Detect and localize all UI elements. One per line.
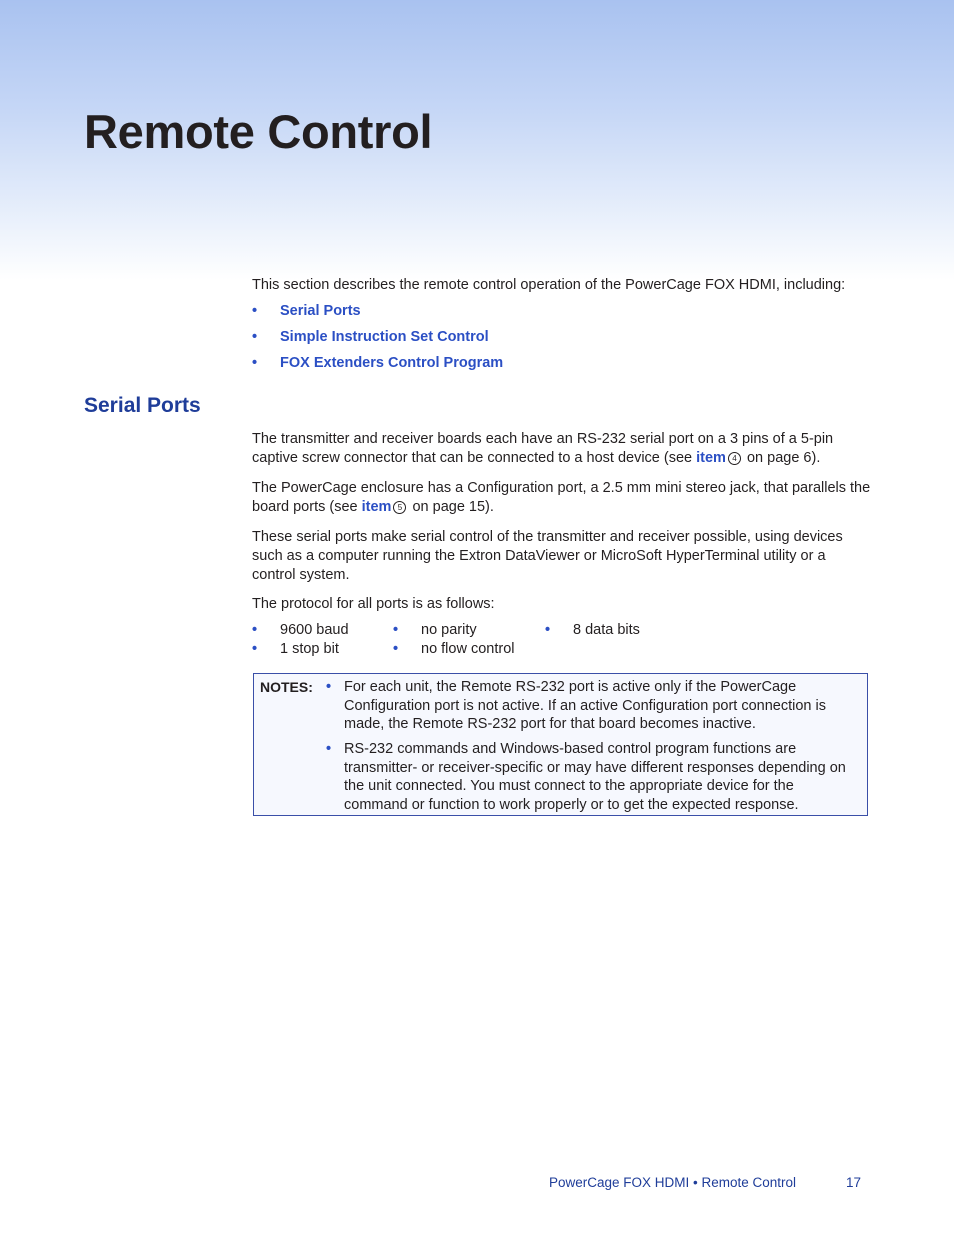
footer-doc-title: PowerCage FOX HDMI • Remote Control [549,1175,797,1190]
intro-paragraph: This section describes the remote control operation of the PowerCage FOX HDMI, including: [252,277,846,293]
text: The transmitter and receiver boards each have an RS-232 serial port on a 3 pins of a 5-pin captive screw connector that can be connected to a host device (see [252,431,834,466]
toc-link-sis-control[interactable]: Simple Instruction Set Control [280,329,489,345]
bullet: • [545,622,551,638]
protocol-item [393,621,515,640]
protocol-column-3 [545,621,640,640]
bullet: • [393,640,399,657]
bullet: • [252,622,258,638]
bullet: • [252,303,258,319]
note-item [326,678,856,734]
bullet: • [326,741,332,757]
serial-paragraph-1 [252,430,872,468]
toc-item-serial-ports [252,302,503,328]
protocol-item [393,640,515,659]
protocol-value: no parity [421,622,477,638]
callout-number-icon: 5 [393,501,406,514]
text: on page 6). [742,449,821,466]
note-item [326,740,856,815]
note-text: For each unit, the Remote RS-232 port is active only if the PowerCage Configuration port is not active. If an active Configuration port connection is made, the Remote RS-232 port for that board becomes inactive. [344,679,826,733]
toc-link-fox-control-program[interactable]: FOX Extenders Control Program [280,355,504,371]
callout-number-icon: 4 [728,452,741,465]
protocol-value: 1 stop bit [280,640,339,657]
toc-item-sis-control [252,328,503,354]
note-text: RS-232 commands and Windows-based control program functions are transmitter- or receiver-specific or may have different responses depending on the unit connected. You must connect to the appropriate device for the command or function to work properly or to get the expected response. [344,741,846,814]
protocol-value: 8 data bits [573,622,640,638]
toc-link-serial-ports[interactable]: Serial Ports [280,303,361,319]
item-link[interactable]: item [361,498,392,515]
toc-item-fox-control-program [252,354,503,380]
bullet: • [252,355,258,371]
bullet: • [252,640,258,657]
protocol-column-2 [393,621,515,658]
toc-list [252,302,503,380]
page-title: Remote Control [84,105,433,158]
protocol-item [545,621,640,640]
serial-paragraph-4: The protocol for all ports is as follows: [252,596,495,612]
protocol-value: no flow control [421,640,515,657]
serial-paragraph-2 [252,479,872,517]
protocol-item [252,621,349,640]
protocol-value: 9600 baud [280,622,349,638]
section-heading-serial-ports: Serial Ports [84,394,201,417]
notes-label: NOTES: [260,679,313,695]
text: The PowerCage enclosure has a Configuration port, a 2.5 mm mini stereo jack, that parallels the board ports (see [252,480,871,515]
bullet: • [393,622,399,638]
notes-box [253,673,868,816]
footer-page-number: 17 [846,1175,862,1190]
protocol-item [252,640,349,659]
item-link[interactable]: item [696,449,726,466]
bullet: • [252,329,258,345]
bullet: • [326,679,332,695]
protocol-column-1 [252,621,349,658]
serial-paragraph-3: These serial ports make serial control of the transmitter and receiver possible, using devices such as a computer running the Extron DataViewer or MicroSoft HyperTerminal utility or a control system. [252,529,843,583]
text: on page 15). [408,498,494,515]
